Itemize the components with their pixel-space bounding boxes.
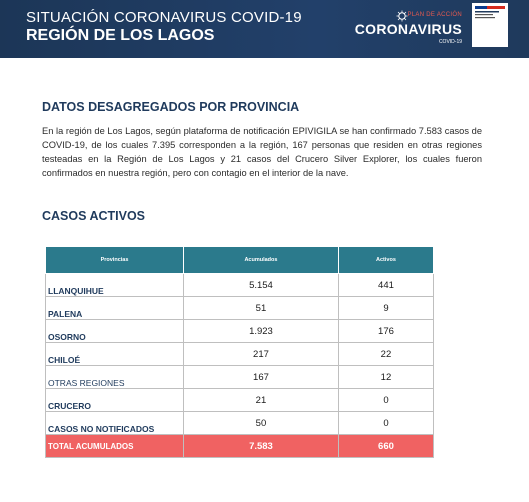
provincia-cell: LLANQUIHUE [46, 274, 184, 297]
activos-cell: 0 [338, 389, 433, 412]
activos-cell: 22 [338, 343, 433, 366]
provincia-cell: PALENA [46, 297, 184, 320]
activos-cell: 176 [338, 320, 433, 343]
column-header-provincias: Provincias [46, 247, 184, 274]
column-header-activos: Activos [338, 247, 433, 274]
activos-cell: 12 [338, 366, 433, 389]
section-heading-casos-activos: CASOS ACTIVOS [42, 209, 146, 223]
section-heading-provincia: DATOS DESAGREGADOS POR PROVINCIA [42, 100, 300, 114]
brand-subtitle: COVID-19 [438, 39, 462, 45]
total-activos-cell: 660 [338, 435, 433, 458]
summary-paragraph: En la región de Los Lagos, según plataforma de notificación EPIVIGILA se han confirmado 7.583 casos de COVID-19, de los cuales 7.395 corresponden a la región, 167 personas que residen en otras regiones testeadas en la Región de Los Lagos y 21 casos del Crucero Silver Explorer, los cuales fueron confirmados en nuestra región, pero con contagio en el interior de la nave. [42, 126, 482, 178]
cases-table [45, 246, 434, 458]
total-label-cell: TOTAL ACUMULADOS [46, 435, 184, 458]
table-row [46, 320, 434, 343]
activos-cell: 9 [338, 297, 433, 320]
table-row [46, 389, 434, 412]
table-row [46, 366, 434, 389]
acumulados-cell: 5.154 [184, 274, 339, 297]
table-row [46, 412, 434, 435]
total-row [46, 435, 434, 458]
provincia-cell: CASOS NO NOTIFICADOS [46, 412, 184, 435]
acumulados-cell: 21 [184, 389, 339, 412]
government-logo-icon [472, 3, 508, 47]
acumulados-cell: 51 [184, 297, 339, 320]
acumulados-cell: 167 [184, 366, 339, 389]
column-header-acumulados: Acumulados [184, 247, 339, 274]
brand-name: CORONAVIRUS [354, 21, 462, 37]
acumulados-cell: 1.923 [184, 320, 339, 343]
coronavirus-brand-logo [354, 10, 470, 50]
activos-cell: 441 [338, 274, 433, 297]
provincia-cell: OSORNO [46, 320, 184, 343]
table-header-row [46, 247, 434, 274]
acumulados-cell: 50 [184, 412, 339, 435]
table-row [46, 297, 434, 320]
table-row [46, 274, 434, 297]
provincia-cell: CRUCERO [46, 389, 184, 412]
brand-tagline: PLAN DE ACCIÓN [407, 12, 462, 18]
banner-title-line2: REGIÓN DE LOS LAGOS [26, 27, 215, 44]
provincia-cell: CHILOÉ [46, 343, 184, 366]
activos-cell: 0 [338, 412, 433, 435]
acumulados-cell: 217 [184, 343, 339, 366]
total-acumulados-cell: 7.583 [184, 435, 339, 458]
table-row [46, 343, 434, 366]
banner-title-line1: SITUACIÓN CORONAVIRUS COVID-19 [26, 9, 302, 26]
provincia-cell: OTRAS REGIONES [46, 366, 184, 389]
header-banner [0, 0, 529, 58]
